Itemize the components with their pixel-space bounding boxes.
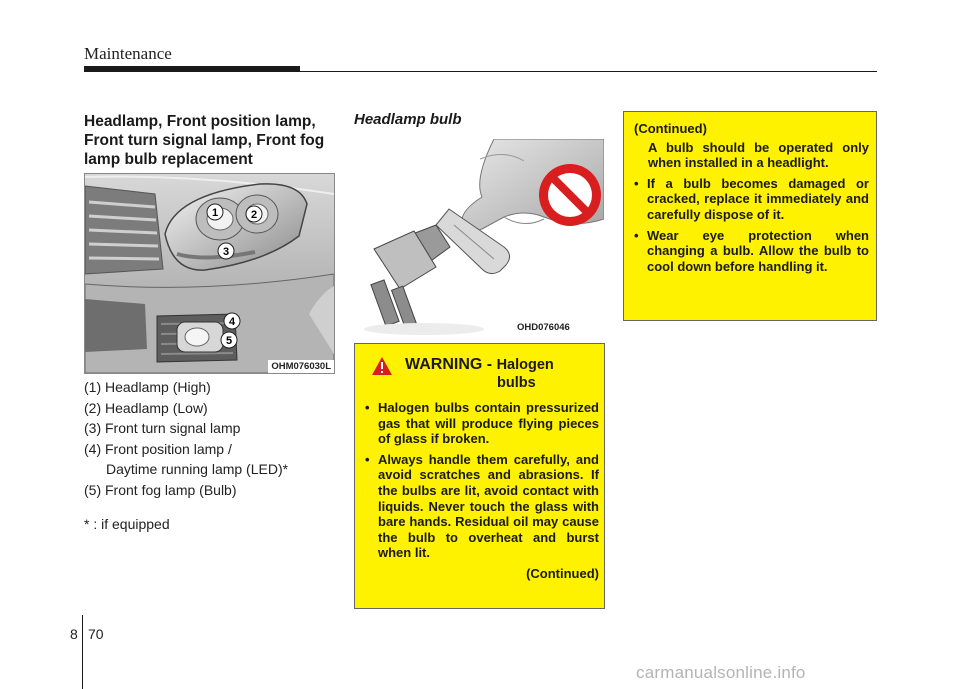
header-rule-thick <box>84 66 300 72</box>
warning-subject: Halogen <box>496 357 554 373</box>
list-item: (4) Front position lamp / <box>84 440 232 457</box>
headlamp-illustration <box>84 173 335 374</box>
warning-bullet: • Wear eye protection when changing a bulb. Allow the bulb to cool down before handling it. <box>634 228 869 275</box>
subsection-heading: Headlamp bulb <box>354 111 462 128</box>
warning-title <box>377 356 597 392</box>
list-item-continuation: Daytime running lamp (LED)* <box>106 461 289 477</box>
hand-holding-bulb-illustration <box>354 139 604 337</box>
bulb-illustration <box>354 139 604 337</box>
section-title: Maintenance <box>84 44 172 63</box>
warning-bullet: • Halogen bulbs contain pressurized gas that will produce flying pieces of glass if broken. <box>365 400 599 447</box>
warning-continued-box <box>623 111 877 321</box>
callout-4: 4 <box>228 316 236 328</box>
car-front-illustration <box>85 174 334 373</box>
warning-label: WARNING - <box>405 356 493 373</box>
warning-continued-body <box>634 121 869 279</box>
footer-divider <box>82 615 83 689</box>
warning-box <box>354 343 605 609</box>
list-item: (2) Headlamp (Low) <box>84 399 208 416</box>
warning-bullet: • Always handle them carefully, and avoid scratches and abrasions. If the bulbs are lit, avoid contact with liquids. Never touch the glass with bare hands. Residual oil may cause the bulb to overheat and burst when lit. <box>365 452 599 561</box>
callout-3: 3 <box>222 246 230 258</box>
warning-paragraph: A bulb should be operated only when installed in a headlight. <box>648 139 869 171</box>
warning-bullet: • If a bulb becomes damaged or cracked, replace it immediately and carefully dispose of it. <box>634 176 869 223</box>
image-caption: OHM076030L <box>268 360 334 373</box>
watermark: carmanualsonline.info <box>636 663 806 682</box>
continued-heading: (Continued) <box>634 121 707 136</box>
list-item: (1) Headlamp (High) <box>84 379 211 395</box>
callout-1: 1 <box>211 207 219 219</box>
list-item: (5) Front fog lamp (Bulb) <box>84 481 237 498</box>
callout-2: 2 <box>250 209 258 221</box>
image-caption: OHD076046 <box>517 322 570 333</box>
warning-body <box>365 400 599 582</box>
callout-5: 5 <box>225 335 233 347</box>
lamp-list <box>84 377 344 500</box>
chapter-number: 8 <box>70 626 78 642</box>
list-item: (3) Front turn signal lamp <box>84 420 241 436</box>
header-rule-thin <box>300 71 877 72</box>
page-number: 70 <box>88 626 104 642</box>
section-heading: Headlamp, Front position lamp, Front turn signal lamp, Front fog lamp bulb replacement <box>84 113 325 168</box>
warning-subject-line2: bulbs <box>497 375 536 391</box>
continued-label: (Continued) <box>526 565 599 581</box>
footnote: * : if equipped <box>84 516 170 532</box>
